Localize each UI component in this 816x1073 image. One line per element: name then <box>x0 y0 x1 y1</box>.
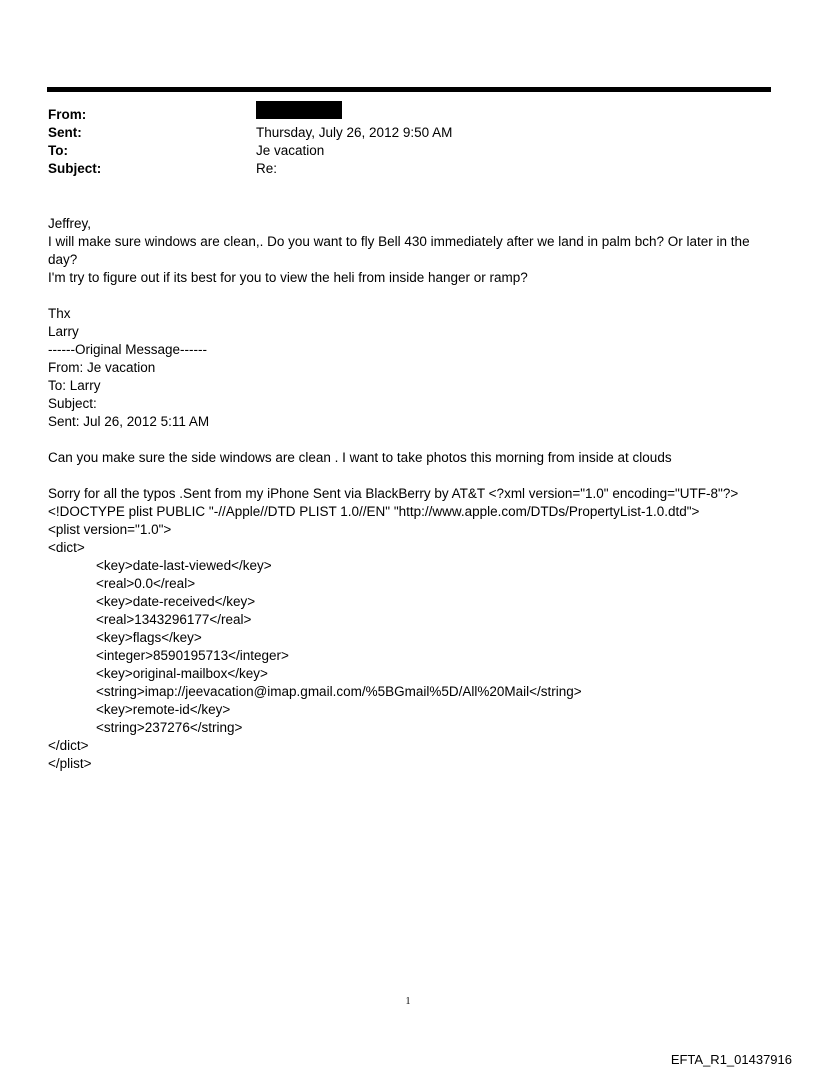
subject-row <box>48 160 748 178</box>
from-row <box>48 106 748 124</box>
plist-entry: <key>date-received</key> <box>96 594 256 609</box>
subject-value: Re: <box>256 161 278 176</box>
subject-label: Subject: <box>48 161 102 176</box>
document-id: EFTA_R1_01437916 <box>670 1052 792 1067</box>
to-row <box>48 142 748 160</box>
original-subject: Subject: <box>48 396 97 411</box>
plist-entry: <key>original-mailbox</key> <box>96 666 268 681</box>
spacer <box>48 467 768 485</box>
plist-entry: <string>237276</string> <box>96 720 243 735</box>
plist-line: </dict> <box>48 738 89 753</box>
plist-entry: <string>imap://jeevacation@imap.gmail.com/%5BGmail%5D/All%20Mail</string> <box>96 684 582 699</box>
plist-line: <!DOCTYPE plist PUBLIC "-//Apple//DTD PLIST 1.0//EN" "http://www.apple.com/DTDs/PropertyList-1.0.dtd"> <box>48 504 700 519</box>
plist-line: Sorry for all the typos .Sent from my iPhone Sent via BlackBerry by AT&T <?xml version="1.0" encoding="UTF-8"?> <box>48 486 739 501</box>
plist-entry: <key>remote-id</key> <box>96 702 231 717</box>
body-paragraph: I'm try to figure out if its best for you to view the heli from inside hanger or ramp? <box>48 270 528 285</box>
plist-line: <plist version="1.0"> <box>48 522 172 537</box>
plist-entry: <key>flags</key> <box>96 630 202 645</box>
greeting: Jeffrey, <box>48 216 92 231</box>
email-body <box>48 215 768 773</box>
to-value: Je vacation <box>256 143 325 158</box>
original-message-header: ------Original Message------ <box>48 342 207 357</box>
original-sent: Sent: Jul 26, 2012 5:11 AM <box>48 414 210 429</box>
plist-entry: <real>0.0</real> <box>96 576 196 591</box>
from-value <box>256 106 748 124</box>
plist-entry: <key>date-last-viewed</key> <box>96 558 272 573</box>
plist-entry: <real>1343296177</real> <box>96 612 252 627</box>
plist-line: </plist> <box>48 756 92 771</box>
original-from: From: Je vacation <box>48 360 156 375</box>
closing: Thx <box>48 306 71 321</box>
body-paragraph: I will make sure windows are clean,. Do you want to fly Bell 430 immediately after we land in palm bch? Or later in the day? <box>48 234 750 267</box>
sent-label: Sent: <box>48 125 82 140</box>
redaction-box <box>256 101 342 119</box>
plist-line: <dict> <box>48 540 85 555</box>
email-header <box>48 106 748 178</box>
to-label: To: <box>48 143 68 158</box>
signature: Larry <box>48 324 79 339</box>
plist-entry: <integer>8590195713</integer> <box>96 648 289 663</box>
original-message-text: Can you make sure the side windows are clean . I want to take photos this morning from inside at clouds <box>48 450 672 465</box>
original-to: To: Larry <box>48 378 101 393</box>
spacer <box>48 287 768 305</box>
sent-value: Thursday, July 26, 2012 9:50 AM <box>256 125 453 140</box>
from-label: From: <box>48 107 87 122</box>
spacer <box>48 431 768 449</box>
page-number: 1 <box>405 996 411 1007</box>
header-divider <box>47 87 771 92</box>
sent-row <box>48 124 748 142</box>
